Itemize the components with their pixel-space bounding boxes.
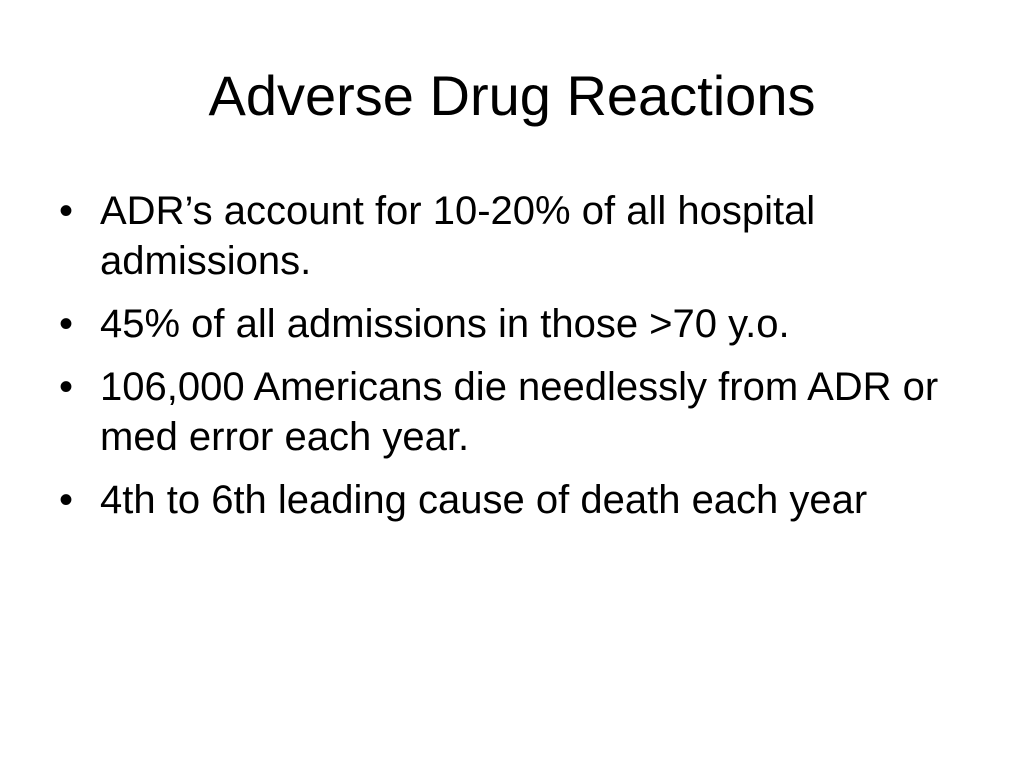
bullet-item <box>56 475 956 525</box>
bullet-item <box>56 186 956 286</box>
bullet-item <box>56 362 956 462</box>
slide-title: Adverse Drug Reactions <box>208 64 816 127</box>
bullet-text: 45% of all admissions in those >70 y.o. <box>100 302 790 346</box>
bullet-list <box>56 186 956 538</box>
bullet-dot-icon: • <box>59 478 74 522</box>
bullet-item <box>56 299 956 349</box>
bullet-text: 106,000 Americans die needlessly from ADR or med error each year. <box>100 365 939 459</box>
bullet-dot-icon: • <box>59 365 74 409</box>
bullet-dot-icon: • <box>59 189 74 233</box>
bullet-text: 4th to 6th leading cause of death each year <box>100 478 868 522</box>
bullet-text: ADR’s account for 10-20% of all hospital admissions. <box>100 189 816 283</box>
bullet-dot-icon: • <box>59 302 74 346</box>
